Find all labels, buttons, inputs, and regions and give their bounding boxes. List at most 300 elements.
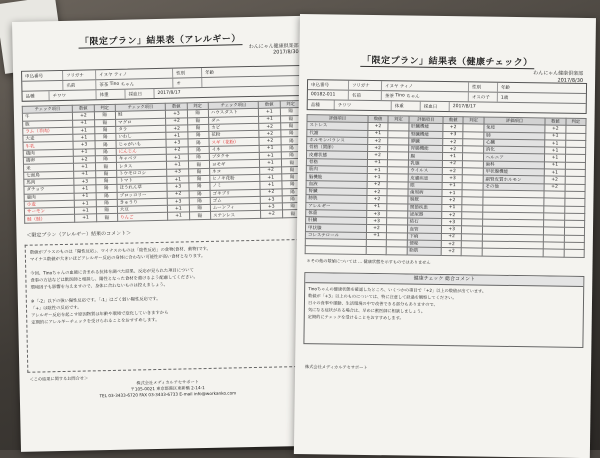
judgement-cell: 陽 [95, 141, 117, 149]
item-cell: 牛乳 [23, 142, 73, 150]
judgement-cell: 陽 [281, 181, 303, 189]
judgement-cell: 陽 [281, 166, 303, 174]
judgement-cell: 陽 [96, 214, 118, 222]
allergy-comment-box [25, 239, 308, 373]
comment-line: 「+」は陰性の反応です。 [30, 305, 82, 312]
value-cell: +2 [442, 211, 462, 219]
value-cell: +1 [367, 174, 387, 182]
health-check-sheet [294, 14, 596, 458]
value-cell: +1 [368, 130, 388, 138]
id-value-right: 00182-011 [308, 90, 349, 100]
item-cell: 代謝 [307, 129, 368, 137]
value-cell: +3 [166, 139, 188, 147]
value-cell: +2 [367, 188, 387, 196]
value-cell: +2 [441, 248, 461, 256]
value-cell: +2 [367, 181, 387, 189]
item-cell: コレステロール [305, 231, 366, 239]
value-cell: +1 [545, 140, 565, 148]
item-cell: ブロッコリー [117, 191, 167, 199]
value-cell: +2 [259, 123, 281, 131]
item-cell: 心臓 [483, 139, 545, 147]
value-cell: +2 [260, 188, 282, 196]
judgement-cell: 陽 [188, 168, 210, 176]
item-cell: ストレス [307, 122, 368, 130]
item-cell: アレルギー [306, 202, 367, 210]
id-label: 申込番号 [22, 71, 63, 81]
value-cell: +2 [544, 184, 564, 192]
value-cell: +2 [443, 146, 463, 154]
item-cell: 膵臓 [408, 138, 443, 146]
name-label-right: 名前 [349, 91, 382, 100]
value-cell: +2 [259, 130, 281, 138]
judgement-cell: 陽 [282, 188, 304, 196]
clinic-name-right: わんにゃん健康倶楽部 [533, 70, 584, 77]
item-cell: レタス [116, 162, 166, 170]
value-cell: +1 [74, 185, 96, 193]
value-cell: +3 [261, 203, 283, 211]
value-cell: +1 [73, 127, 95, 135]
health-table [305, 114, 587, 258]
item-cell: カビ [209, 123, 259, 131]
value-cell: +1 [167, 161, 189, 169]
item-cell: 肝臓機能 [408, 123, 443, 131]
date-label: 採血日 [125, 89, 154, 99]
value-cell: +1 [75, 214, 97, 222]
judgement-cell: 陽 [189, 197, 211, 205]
item-cell: じゃがいも [116, 140, 166, 148]
value-cell: +1 [442, 189, 462, 197]
value-cell: +2 [367, 196, 387, 204]
value-cell: +1 [260, 181, 282, 189]
judgement-cell: 陽 [187, 124, 209, 132]
value-cell: +1 [367, 159, 387, 167]
judgement-cell: 陽 [280, 122, 302, 130]
weight-label: 体重 [96, 90, 125, 100]
item-cell: 豚 [23, 120, 73, 128]
health-title: 「限定プラン」結果表（健康チェック） [299, 52, 595, 69]
value-cell: +2 [443, 124, 463, 132]
name-label: 名前 [63, 80, 96, 90]
judgement-cell: 陽 [95, 177, 117, 185]
judgement-cell: 陽 [188, 175, 210, 183]
value-cell: +2 [441, 241, 461, 249]
weight-label-right: 体重 [392, 101, 421, 110]
column-header: 判定 [94, 104, 116, 112]
column-header: 判定 [463, 117, 483, 125]
item-cell [482, 248, 544, 256]
comment-line: 数値が「+3」以上のものについては、特に注意して経過を観察してください。 [308, 292, 457, 300]
value-cell: +3 [366, 218, 386, 226]
value-cell: +1 [167, 176, 189, 184]
judgement-cell: 陽 [282, 195, 304, 203]
value-cell: +1 [259, 145, 281, 153]
item-cell: ホルモンバランス [307, 136, 368, 144]
column-header: 評価項目 [484, 117, 546, 125]
pet-name-right: Tino [395, 93, 405, 99]
value-cell: +3 [167, 169, 189, 177]
value-cell: +2 [441, 233, 461, 241]
judgement-cell: 陽 [281, 159, 303, 167]
comment-line: ※「-2」以下の強い陽性反応です。「-1」はごく弱い陽性反応です。 [30, 296, 161, 305]
value-cell: +3 [73, 141, 95, 149]
item-cell: ノミ [210, 182, 260, 190]
item-cell: 乳腺 [408, 160, 443, 168]
health-note: ＊その他の数値については … 健康状態を示すものではありません [306, 257, 431, 265]
value-cell: +2 [261, 210, 283, 218]
age-value-right: 1歳 [500, 95, 509, 101]
judgement-cell: 陽 [188, 139, 210, 147]
value-cell: +2 [366, 225, 386, 233]
column-header: 数値 [258, 101, 280, 109]
age-label-right: 年齢 [500, 85, 511, 91]
item-cell: 関節疾患 [407, 204, 442, 212]
item-cell: 鶏肉 [23, 149, 73, 157]
item-cell: 大麦 [23, 134, 73, 142]
value-cell: +3 [443, 131, 463, 139]
item-cell: 胃腸機能 [408, 145, 443, 153]
item-cell: 膀胱 [407, 196, 442, 204]
value-cell: +1 [442, 182, 462, 190]
value-cell: +1 [545, 133, 565, 141]
item-cell: その他 [483, 183, 545, 191]
comment-line: 数値がプラスのものは「陽性反応」、マイナスのものは「陰性反応」の食物(食材、動物)です。 [29, 246, 211, 256]
item-cell: ダチョウ [24, 185, 74, 193]
allergy-comment-title: ＜限定プラン（アレルギー）結果のコメント＞ [26, 230, 132, 239]
judgement-cell: 陽 [95, 155, 117, 163]
report-date: 2017/8/30 [272, 49, 299, 56]
value-cell: +2 [443, 138, 463, 146]
value-cell: +2 [367, 137, 387, 145]
breed-label: 品種 [22, 91, 49, 101]
value-cell: +2 [442, 160, 462, 168]
value-cell: +1 [260, 159, 282, 167]
item-cell: 眼 [408, 182, 443, 190]
judgement-cell [462, 248, 482, 256]
item-cell: 歯周病 [408, 189, 443, 197]
item-cell: サーモン [24, 207, 74, 215]
item-cell: 膀胱 [306, 195, 367, 203]
exam-date: 2017/8/17 [157, 90, 181, 96]
judgement-cell: 陽 [189, 205, 211, 213]
column-header: 数値 [443, 117, 463, 125]
item-cell: 脳機能 [306, 173, 367, 181]
item-cell: 馬肉 [24, 178, 74, 186]
item-cell: ヨモギ [209, 160, 259, 168]
value-cell: +1 [73, 134, 95, 142]
item-cell: 腎臓 [306, 188, 367, 196]
item-cell: 甲状腺機能 [483, 168, 545, 176]
company-phone: TEL 03-3433-6720 FAX 03-3433-6733 E-mail info@workanko.com [99, 390, 237, 398]
item-cell: 牛 [22, 113, 72, 121]
value-cell: +2 [367, 145, 387, 153]
judgement-cell: 陽 [94, 112, 116, 120]
value-cell: +1 [260, 174, 282, 182]
value-cell: +3 [74, 178, 96, 186]
value-cell: +1 [544, 169, 564, 177]
value-cell: +2 [259, 137, 281, 145]
value-cell: +2 [442, 197, 462, 205]
id-label-right: 申込番号 [308, 80, 349, 90]
age-label: 年齢 [205, 70, 215, 76]
judgement-cell: 陽 [188, 146, 210, 154]
item-cell: ネコ [210, 167, 260, 175]
item-cell: ほうれん草 [117, 184, 167, 192]
item-cell: 消化 [483, 146, 545, 154]
judgement-cell: 陽 [95, 170, 117, 178]
value-cell: +3 [442, 219, 462, 227]
furigana-label-right: フリガナ [349, 81, 382, 90]
judgement-cell: 陽 [96, 199, 118, 207]
item-cell: にんじん [116, 147, 166, 155]
item-cell: タラ [116, 125, 166, 133]
item-cell: トマト [117, 176, 167, 184]
judgement-cell: 陽 [189, 190, 211, 198]
column-header: チェック項目 [22, 105, 72, 113]
item-cell: ゴキブリ [210, 189, 260, 197]
column-header: チェック項目 [208, 101, 258, 109]
value-cell: +1 [260, 152, 282, 160]
item-cell: 腸 [408, 153, 443, 161]
item-cell: ムーンフィ [210, 203, 260, 211]
column-header: 判定 [388, 116, 408, 124]
judgement-cell: 陽 [188, 161, 210, 169]
item-cell: ヒノキ花粉 [210, 174, 260, 182]
item-cell: 鮭 [115, 111, 165, 119]
health-comment-box [303, 272, 584, 348]
value-cell: +2 [166, 125, 188, 133]
value-cell: +1 [259, 115, 281, 123]
value-cell: +1 [545, 147, 565, 155]
value-cell: +1 [442, 153, 462, 161]
value-cell: +2 [544, 176, 564, 184]
gender-value-right: オスの子 [469, 92, 498, 101]
comment-line: 食事の方法などは獣医師と相談し、陽性となった食材を避けるよう配慮してください。 [30, 274, 199, 284]
column-header: 数値 [368, 115, 388, 123]
value-cell: +1 [367, 203, 387, 211]
gender-label: 性別 [173, 68, 202, 78]
comment-line: 定期的にチェックを受けることをおすすめします。 [307, 313, 404, 321]
item-cell: 腎臓機能 [408, 131, 443, 139]
item-cell: ハウスダスト [208, 109, 258, 117]
item-cell: キャベツ [116, 154, 166, 162]
column-header: 数値 [72, 105, 94, 113]
item-cell: 下痢 [407, 233, 442, 241]
item-cell: 鹿肉 [24, 193, 74, 201]
item-cell: ステンレス [210, 211, 260, 219]
value-cell: +1 [74, 163, 96, 171]
comment-line: 定期的にアレルギーチェックを受けられることをおすすめします。 [31, 317, 160, 326]
item-cell: ヘルニア [483, 154, 545, 162]
item-cell: 甲状腺 [305, 224, 366, 232]
item-cell: ラム（羊肉） [23, 127, 73, 135]
judgement-cell: 陽 [96, 206, 118, 214]
value-cell: +3 [260, 196, 282, 204]
column-header: 評価項目 [409, 116, 444, 124]
item-cell: 脂肪 [407, 247, 442, 255]
item-cell: マグロ [116, 118, 166, 126]
value-cell: +1 [168, 212, 190, 220]
exam-date-right: 2017/8/17 [452, 104, 476, 110]
column-header: 判定 [280, 100, 302, 108]
judgement-cell: 陽 [281, 173, 303, 181]
item-cell: 骨格 [306, 158, 367, 166]
item-cell: 泌尿器 [407, 211, 442, 219]
item-cell: 免疫 [484, 124, 546, 132]
value-cell: +2 [166, 147, 188, 155]
judgement-cell: 陽 [95, 163, 117, 171]
value-cell: +1 [166, 132, 188, 140]
allergy-table [22, 100, 304, 224]
value-cell: +2 [545, 125, 565, 133]
value-cell: +1 [545, 162, 565, 170]
honorific-right: ちゃん [406, 93, 420, 100]
item-cell: 骨格（関節） [307, 144, 368, 152]
contact-info [29, 371, 305, 401]
comment-line: Tinoちゃんの健康状態を確認したところ、いくつかの項目で「+2」以上の数値が出ています。 [308, 285, 487, 294]
patient-info-right [307, 79, 587, 114]
item-cell: 小麦 [24, 200, 74, 208]
item-cell: 肺 [484, 132, 546, 140]
item-cell: 歯科 [483, 161, 545, 169]
column-header: 数値 [545, 118, 565, 126]
item-cell: 筋肉 [306, 166, 367, 174]
item-cell: トウモロコシ [117, 169, 167, 177]
item-cell: 体重 [306, 209, 367, 217]
company-address: 〒105-0021 東京都港区東新橋 2-14-1 [130, 384, 205, 392]
report-date-right: 2017/8/30 [557, 77, 584, 84]
gender-value: オ [173, 78, 202, 88]
item-cell: いわし [116, 132, 166, 140]
value-cell: +3 [442, 175, 462, 183]
value-cell: +3 [167, 183, 189, 191]
breed-label-right: 品種 [308, 100, 335, 109]
item-cell: 結石 [407, 218, 442, 226]
judgement-cell: 陽 [187, 117, 209, 125]
health-footer: 株式会社メディカルアセサポート [305, 363, 368, 370]
item-cell: 米 [23, 164, 73, 172]
item-cell: 便秘 [407, 240, 442, 248]
column-header: 評価項目 [307, 115, 368, 123]
value-cell: +1 [167, 154, 189, 162]
item-cell: 大豆 [117, 205, 167, 213]
comment-line: 気になる症状がある場合は、早めに獣医師に相談しましょう。 [307, 306, 426, 314]
item-cell: 副腎皮質ホルモン [483, 175, 545, 183]
health-comment-body [305, 283, 584, 328]
value-cell: +1 [73, 149, 95, 157]
value-cell: +2 [167, 190, 189, 198]
judgement-cell: 陽 [96, 192, 118, 200]
value-cell: +3 [441, 226, 461, 234]
judgement-cell: 陽 [94, 134, 116, 142]
patient-info [21, 65, 302, 102]
judgement-cell: 陽 [280, 115, 302, 123]
value-cell: +1 [74, 192, 96, 200]
value-cell: +1 [73, 119, 95, 127]
value-cell: +2 [367, 152, 387, 160]
allergy-title: 「限定プラン」結果表（アレルギー） [12, 30, 308, 49]
value-cell: +2 [442, 168, 462, 176]
item-cell: 皮膚疾患 [408, 174, 443, 182]
judgement-cell: 陽 [96, 185, 118, 193]
comment-line: アレルギー反応を起こす原因物質は年齢や環境で変化していきますから [31, 310, 169, 319]
judgement-cell: 陽 [95, 148, 117, 156]
judgement-cell: 陽 [282, 210, 304, 218]
comment-line: 環境因子も影響を与えますので、身体に合わないものは控えましょう。 [30, 282, 169, 291]
honorific: ちゃん [120, 81, 135, 88]
judgement-cell [564, 250, 585, 258]
item-cell: ゴム [210, 196, 260, 204]
item-cell: スギ（花粉） [209, 138, 259, 146]
item-cell [305, 246, 366, 254]
owner-name: 茶茶 [99, 82, 109, 88]
value-cell: +1 [442, 204, 462, 212]
value-cell: +2 [260, 167, 282, 175]
value-cell: +3 [366, 210, 386, 218]
judgement-cell: 陽 [281, 144, 303, 152]
gender-label-right: 性別 [469, 82, 498, 91]
item-cell: 鶏卵 [23, 156, 73, 164]
item-cell: 鮭（鮭） [25, 215, 75, 223]
value-cell: +2 [74, 156, 96, 164]
item-cell: 七面鳥 [24, 171, 74, 179]
judgement-cell [386, 247, 406, 255]
judgement-cell: 陽 [189, 183, 211, 191]
value-cell: +2 [166, 117, 188, 125]
owner-name-right: 茶茶 [384, 93, 394, 99]
value-cell: +1 [74, 170, 96, 178]
value-cell: +1 [74, 200, 96, 208]
value-cell: +1 [168, 205, 190, 213]
value-cell: +1 [259, 108, 281, 116]
judgement-cell: 陽 [280, 130, 302, 138]
kana-name: イヌヤ ティノ [96, 69, 173, 80]
judgement-cell: 陽 [94, 126, 116, 134]
value-cell [543, 249, 563, 257]
value-cell: +3 [167, 198, 189, 206]
column-header: 判定 [187, 102, 209, 110]
furigana-label: フリガナ [63, 70, 96, 80]
column-header: 判定 [566, 118, 587, 126]
contact-title: ＜この結果に関するお問合せ＞ [29, 375, 89, 382]
column-header: 数値 [165, 103, 187, 111]
value-cell: +1 [75, 207, 97, 215]
value-cell: +2 [73, 112, 95, 120]
column-header: チェック項目 [115, 103, 165, 111]
item-cell: きゅうり [117, 198, 167, 206]
item-cell: 花粉 [209, 131, 259, 139]
item-cell: イネ [209, 145, 259, 153]
value-cell: +1 [367, 167, 387, 175]
comment-line: マイナス数値が大きいほどアレルギー反応の身体に合わない可能性が高い食材となります。 [29, 253, 206, 263]
item-cell: 血液 [306, 180, 367, 188]
breed-value: チワワ [49, 90, 96, 100]
allergy-result-sheet [12, 16, 317, 452]
item-cell: ダニ [208, 116, 258, 124]
item-cell: りんご [117, 213, 167, 221]
value-cell: +3 [166, 110, 188, 118]
item-cell: 皮膚状態 [306, 151, 367, 159]
judgement-cell: 陽 [282, 203, 304, 211]
value-cell: +2 [368, 123, 388, 131]
item-cell: ウイルス [408, 167, 443, 175]
judgement-cell: 陽 [281, 152, 303, 160]
item-cell: 血管 [407, 225, 442, 233]
judgement-cell: 陽 [281, 137, 303, 145]
breed-value-right: チワワ [335, 100, 392, 110]
value-cell: +1 [366, 232, 386, 240]
kana-name-right: イヌヤ ティノ [382, 81, 469, 91]
item-cell: 肝臓 [306, 217, 367, 225]
